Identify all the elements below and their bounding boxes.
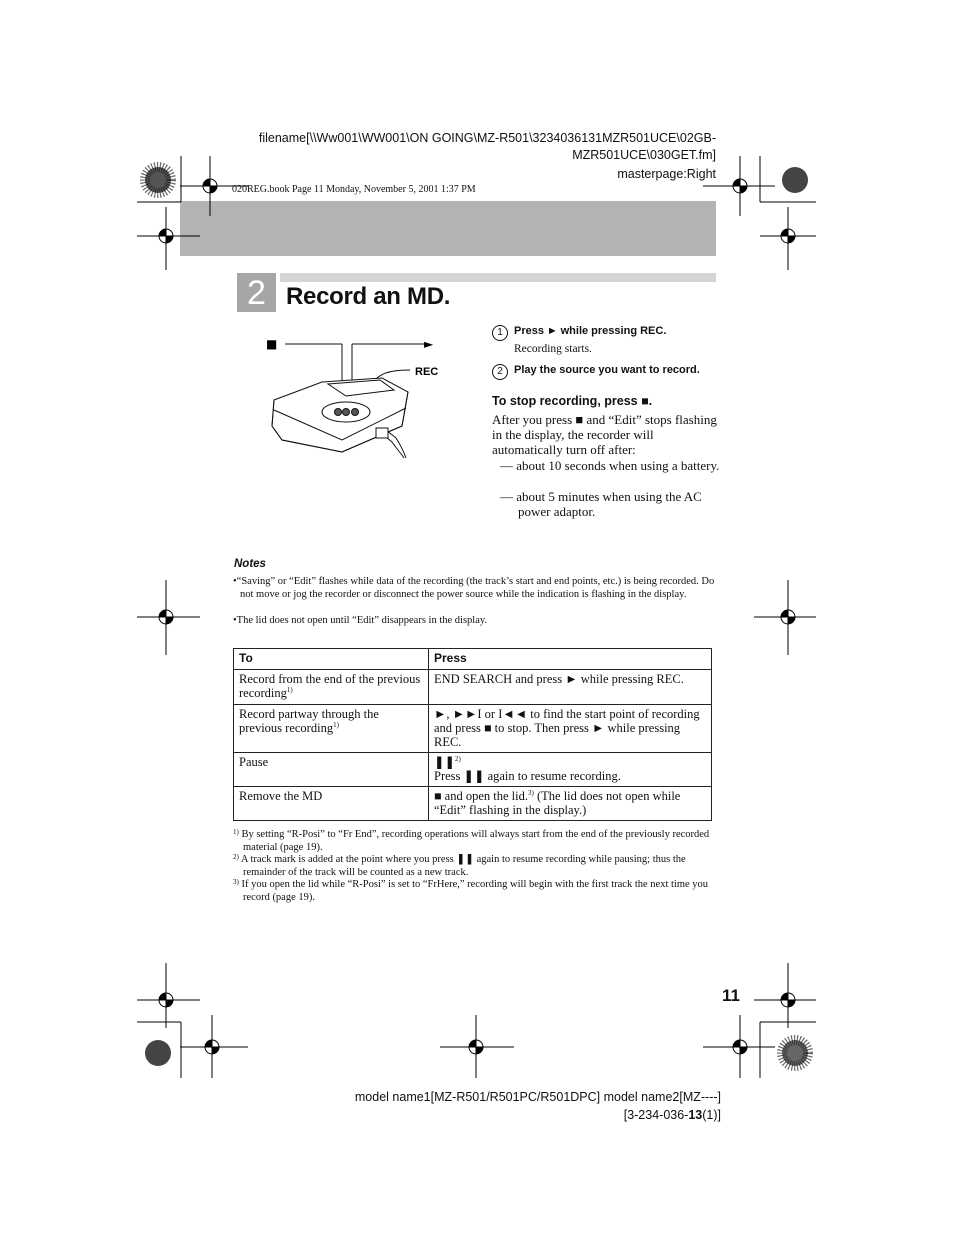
code-post: (1)] — [702, 1108, 721, 1122]
step-1-post: while pressing REC. — [560, 325, 667, 337]
step-2-label: Play the source you want to record. — [514, 364, 700, 376]
footnote-2-text: A track mark is added at the point where you press ❚❚ again to resume recording while pausing; thus the remainder of the track will be counted as a new track. — [240, 854, 686, 878]
table-row — [234, 787, 712, 821]
row-4-press-b: (The lid does not open while “Edit” flashing in the display.) — [434, 789, 681, 817]
step-1 — [492, 325, 666, 355]
row-1-press: END SEARCH and press ► while pressing REC. — [429, 670, 712, 705]
model-name: model name1[MZ-R501/R501PC/R501DPC] model name2[MZ----] — [354, 1090, 721, 1104]
stop-heading: To stop recording, press ■. — [492, 394, 653, 408]
row-3-to: Pause — [234, 753, 429, 787]
header-masterpage: masterpage:Right — [617, 167, 716, 181]
footnote-2-mark: 2) — [233, 853, 239, 861]
table-header-to: To — [234, 649, 429, 670]
footnote-1 — [233, 826, 723, 854]
header-filename: filename[\\Ww001\WW001\ON GOING\MZ-R501\3234036131MZR501UCE\02GB-MZR501UCE\030GET.fm] — [258, 131, 716, 162]
footnote-1-text: By setting “R-Posi” to “Fr End”, recording operations will always start from the end of the previously recorded material (page 19). — [241, 829, 710, 853]
stop-item-2: — about 5 minutes when using the AC power adaptor. — [500, 489, 702, 519]
table-row — [234, 753, 712, 787]
footnote-1-mark: 1) — [233, 828, 239, 836]
notes-heading: Notes — [234, 558, 266, 570]
table-header-row — [234, 649, 712, 670]
book-info: 020REG.book Page 11 Monday, November 5, 2001 1:37 PM — [232, 184, 476, 195]
row-1-sup: 1) — [286, 686, 293, 694]
recorder-illustration — [262, 330, 452, 470]
row-3-sup: 2) — [454, 755, 461, 763]
step-1-sub: Recording starts. — [514, 343, 592, 355]
page-number: 11 — [722, 986, 740, 1005]
step-2 — [492, 364, 700, 380]
code-pre: [3-234-036- — [623, 1108, 689, 1122]
row-4-press-a: ■ and open the lid. — [434, 789, 528, 803]
note-2: •The lid does not open until “Edit” disappears in the display. — [233, 615, 488, 626]
play-symbol: ► — [424, 337, 434, 351]
step-2-number: 2 — [492, 364, 508, 380]
step-1-pre: Press — [514, 325, 544, 337]
row-4-sup: 3) — [528, 789, 534, 797]
table-header-press: Press — [429, 649, 712, 670]
stop-symbol: ■ — [266, 337, 278, 351]
table-row — [234, 705, 712, 753]
step-1-number: 1 — [492, 325, 508, 341]
document-code — [624, 1108, 721, 1122]
row-2-press: ►, ►►I or I◄◄ to find the start point of recording and press ■ to stop. Then press ► while pressing REC. — [429, 705, 712, 753]
title-rule — [280, 273, 716, 282]
row-2-to: Record partway through the previous recording — [239, 707, 379, 735]
table-row — [234, 670, 712, 705]
note-1: •“Saving” or “Edit” flashes while data of the recording (the track’s start and end points, etc.) is being recorded. Do not move or jog the recorder or disconnect the power source while the indication is flashing in the display. — [233, 576, 715, 600]
footnote-3-text: If you open the lid while “R-Posi” is set to “FrHere,” recording will begin with the first track the next time you record (page 19). — [241, 879, 709, 903]
row-4-to: Remove the MD — [234, 787, 429, 821]
stop-item-1: — about 10 seconds when using a battery. — [500, 458, 720, 473]
row-1-to: Record from the end of the previous recording — [239, 672, 421, 700]
footnote-2 — [233, 851, 723, 879]
row-2-sup: 1) — [333, 721, 339, 729]
row-3-press: Press ❚❚ again to resume recording. — [434, 769, 621, 783]
footnote-3-mark: 3) — [233, 878, 239, 886]
operations-table — [233, 648, 712, 821]
footnote-3 — [233, 876, 723, 904]
section-number: 2 — [237, 273, 276, 312]
stop-body: After you press ■ and “Edit” stops flashing in the display, the recorder will automatically turn off after: — [492, 412, 717, 457]
pause-symbol: ❚❚ — [434, 755, 455, 769]
page-title: Record an MD. — [286, 283, 451, 310]
header-band — [180, 201, 716, 256]
code-bold: 13 — [688, 1108, 703, 1122]
play-symbol: ► — [546, 325, 558, 337]
rec-label: REC — [415, 366, 439, 378]
